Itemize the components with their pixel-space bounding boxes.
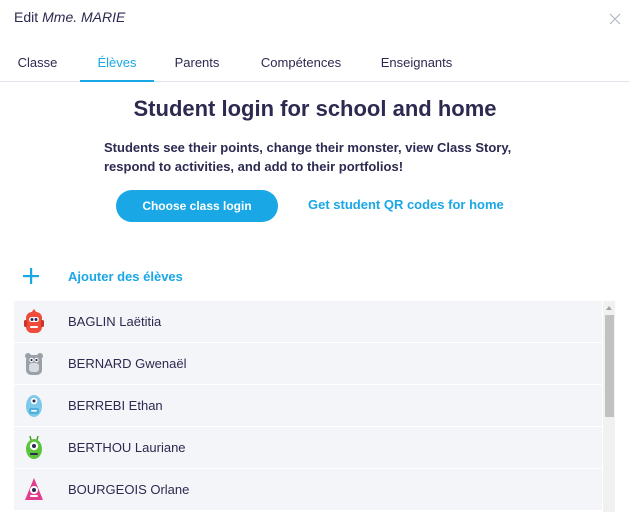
modal-header xyxy=(0,0,630,40)
student-login-description: Students see their points, change their monster, view Class Story, respond to activities, and add to their portfolios! xyxy=(104,140,512,174)
tab-competences[interactable]: Compétences xyxy=(260,55,342,70)
edit-label: Edit xyxy=(14,9,39,25)
tab-bar xyxy=(0,44,630,82)
red-monster-icon xyxy=(22,308,46,336)
choose-class-login-button[interactable]: Choose class login xyxy=(116,190,278,222)
pink-monster-icon xyxy=(22,476,46,504)
class-name: Mme. MARIE xyxy=(42,9,126,25)
scroll-thumb[interactable] xyxy=(605,315,614,417)
tab-enseignants[interactable]: Enseignants xyxy=(380,55,453,70)
student-name: BAGLIN Laëtitia xyxy=(68,314,162,329)
student-row[interactable] xyxy=(14,385,602,427)
student-row[interactable] xyxy=(14,343,602,385)
student-name: BERREBI Ethan xyxy=(68,398,163,413)
student-row[interactable] xyxy=(14,427,602,469)
tab-parents[interactable]: Parents xyxy=(174,55,220,70)
close-button[interactable] xyxy=(604,8,626,30)
add-students-label: Ajouter des élèves xyxy=(68,269,183,284)
student-name: BOURGEOIS Orlane xyxy=(68,482,190,497)
student-name: BERNARD Gwenaël xyxy=(68,356,187,371)
student-row[interactable] xyxy=(14,301,602,343)
tab-classe[interactable]: Classe xyxy=(17,55,58,70)
student-login-title: Student login for school and home xyxy=(133,96,497,121)
modal-title xyxy=(14,9,125,25)
student-name: BERTHOU Lauriane xyxy=(68,440,186,455)
green-monster-icon xyxy=(22,434,46,462)
close-icon xyxy=(604,8,626,30)
blue-monster-icon xyxy=(22,392,46,420)
scroll-up-arrow-icon[interactable] xyxy=(603,303,615,313)
gray-monster-icon xyxy=(22,350,46,378)
student-row[interactable] xyxy=(14,469,602,511)
student-list-scrollbar[interactable] xyxy=(603,301,615,512)
plus-icon xyxy=(22,267,40,285)
student-list xyxy=(14,301,602,511)
qr-codes-link[interactable]: Get student QR codes for home xyxy=(308,197,504,212)
tab-eleves[interactable]: Élèves xyxy=(80,44,154,82)
